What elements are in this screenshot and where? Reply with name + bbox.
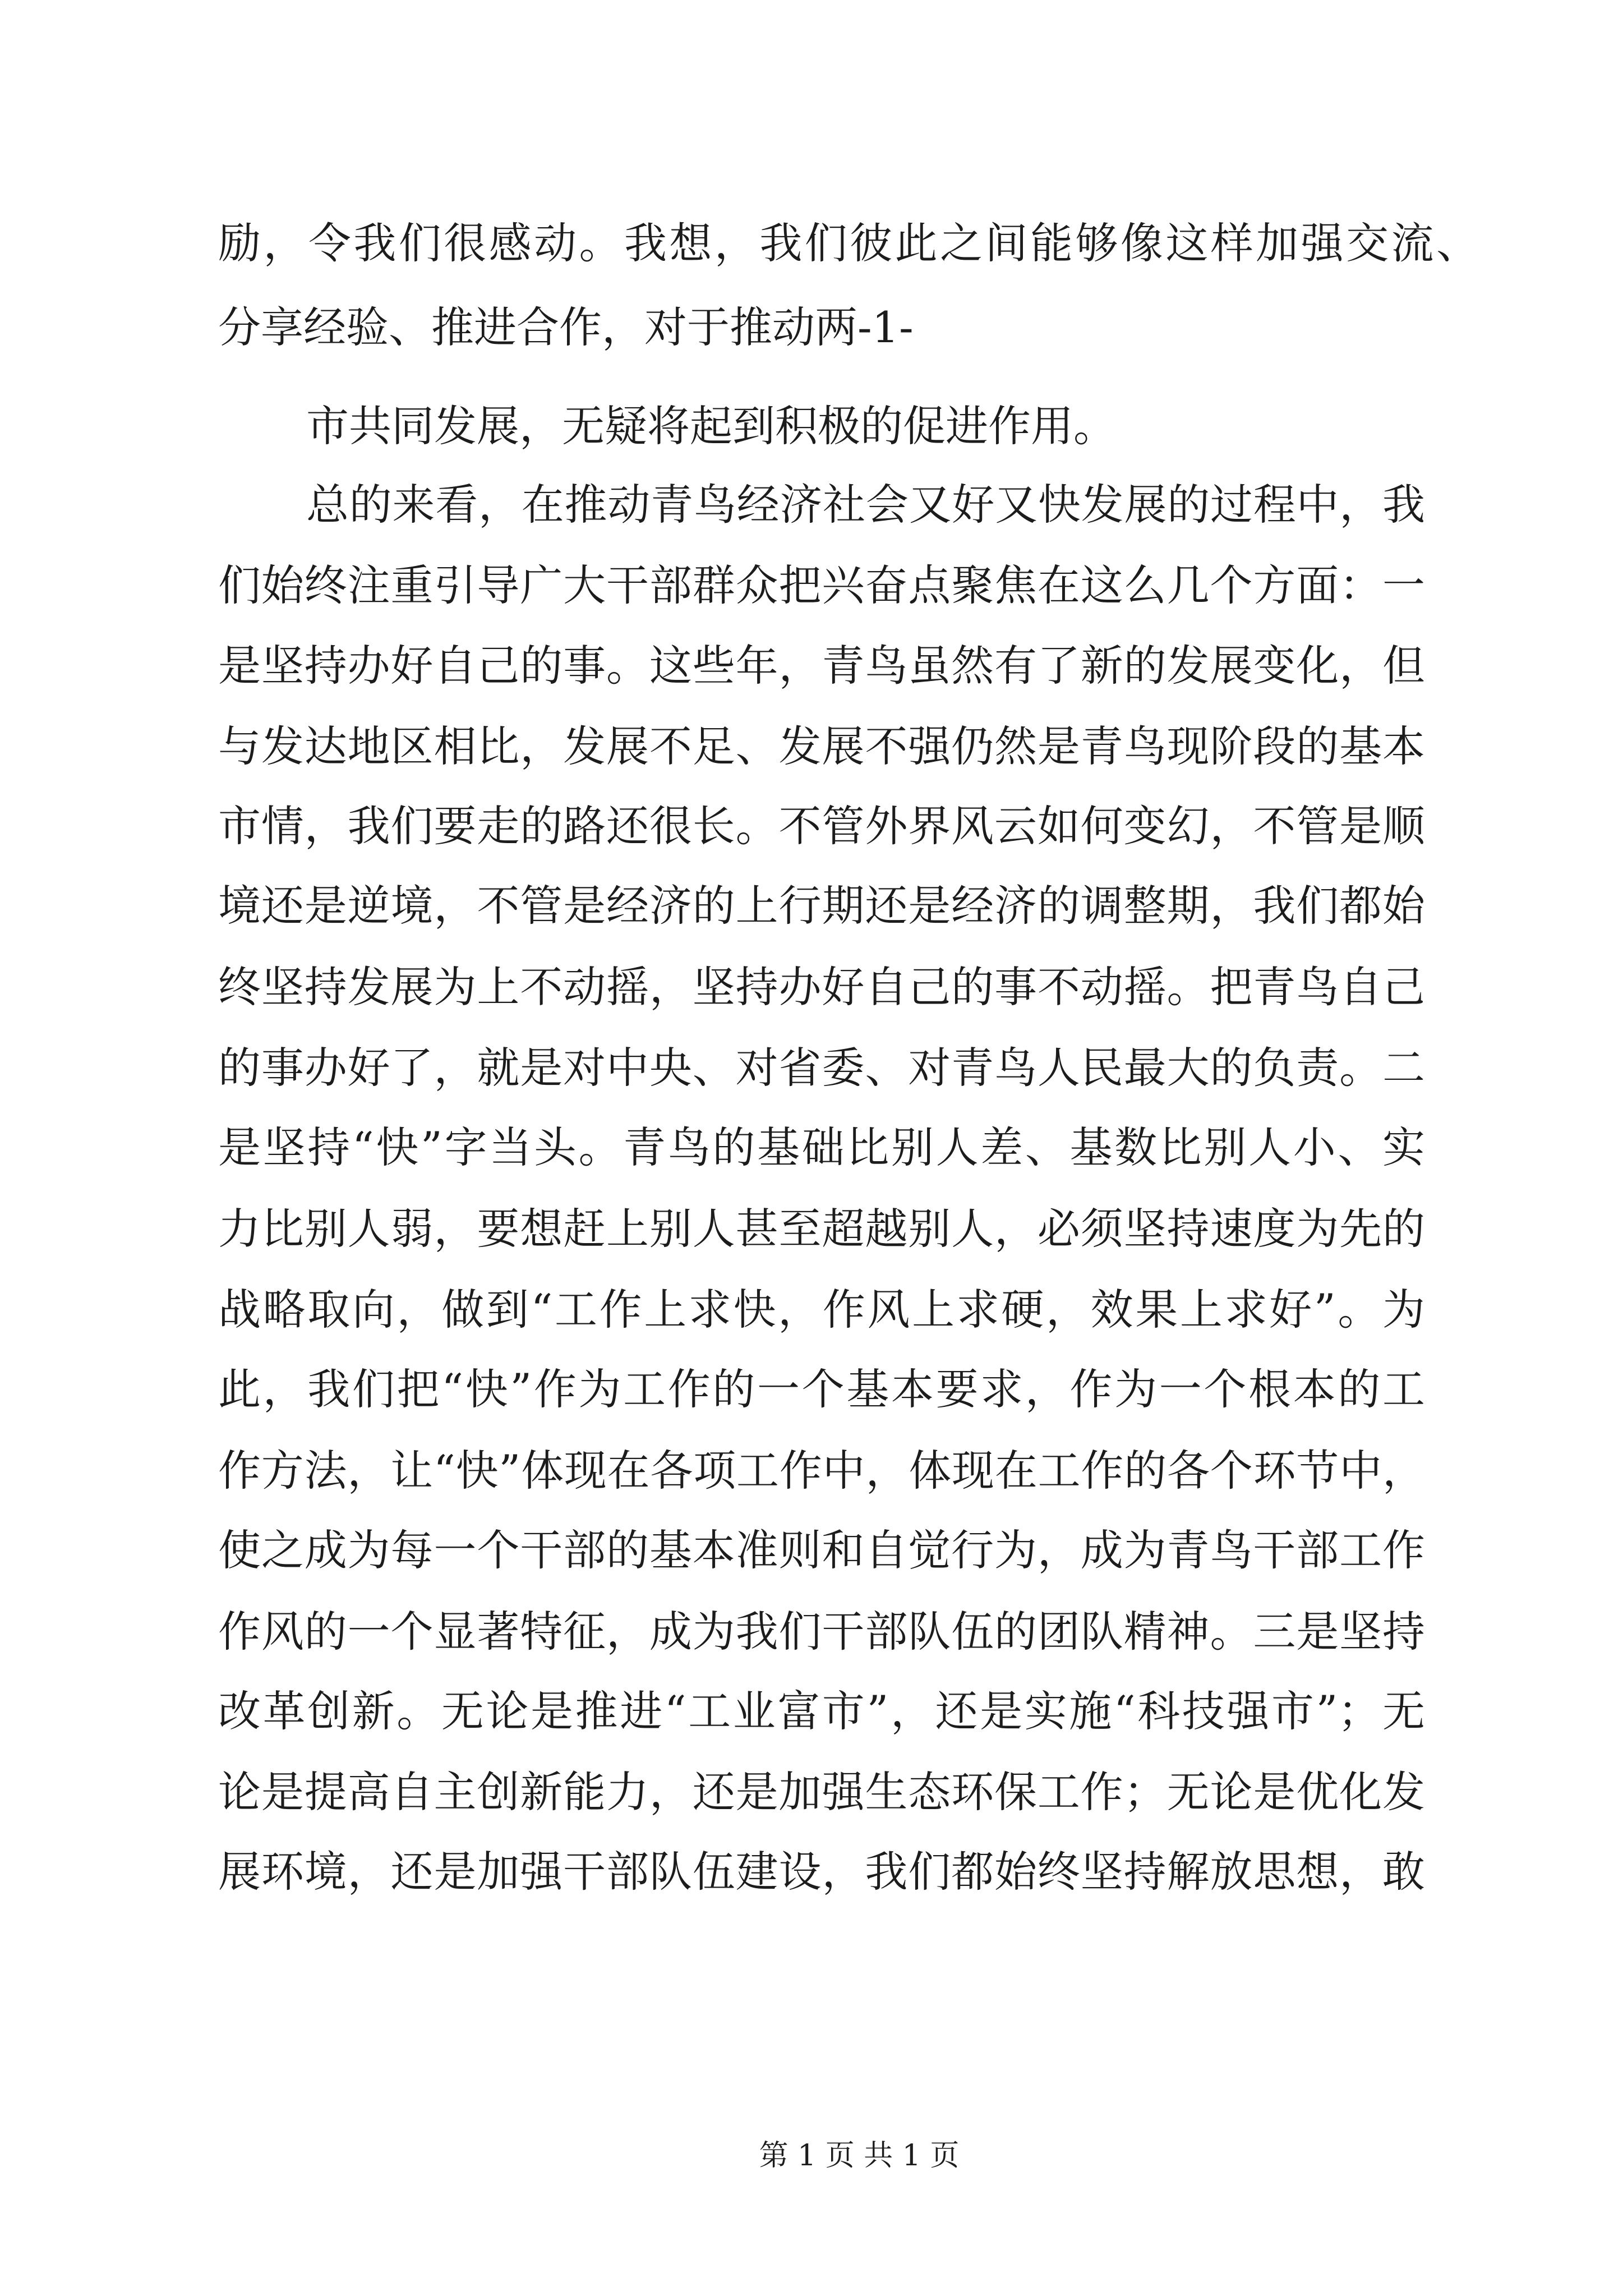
body-line: 展环境，还是加强干部队伍建设，我们都始终坚持解放思想，敢 <box>218 1847 1425 1897</box>
body-line: 的事办好了，就是对中央、对省委、对青鸟人民最大的负责。二 <box>218 1043 1425 1093</box>
body-line: 力比别人弱，要想赶上别人甚至超越别人，必须坚持速度为先的 <box>218 1204 1425 1254</box>
body-line: 使之成为每一个干部的基本准则和自觉行为，成为青鸟干部工作 <box>218 1525 1425 1575</box>
body-line: 们始终注重引导广大干部群众把兴奋点聚焦在这么几个方面：一 <box>218 560 1425 610</box>
body-line: 与发达地区相比，发展不足、发展不强仍然是青鸟现阶段的基本 <box>218 721 1425 771</box>
body-line: 励，令我们很感动。我想，我们彼此之间能够像这样加强交流、 <box>218 218 1479 268</box>
body-line: 境还是逆境，不管是经济的上行期还是经济的调整期，我们都始 <box>218 881 1425 931</box>
body-line: 市情，我们要走的路还很长。不管外界风云如何变幻，不管是顺 <box>218 801 1425 851</box>
body-line: 是坚持办好自己的事。这些年，青鸟虽然有了新的发展变化，但 <box>218 641 1425 691</box>
body-line: 市共同发展，无疑将起到积极的促进作用。 <box>306 401 1116 451</box>
body-line: 论是提高自主创新能力，还是加强生态环保工作；无论是优化发 <box>218 1767 1425 1817</box>
body-line: 此，我们把“快”作为工作的一个基本要求，作为一个根本的工 <box>218 1364 1425 1414</box>
body-line: 分享经验、推进合作，对于推动两-1- <box>218 302 914 352</box>
body-line: 战略取向，做到“工作上求快，作风上求硬，效果上求好”。为 <box>218 1285 1425 1335</box>
body-line: 改革创新。无论是推进“工业富市”，还是实施“科技强市”；无 <box>218 1686 1425 1736</box>
page-footer: 第 1 页 共 1 页 <box>759 2139 960 2173</box>
body-line: 终坚持发展为上不动摇，坚持办好自己的事不动摇。把青鸟自己 <box>218 962 1425 1012</box>
body-line: 作方法，让“快”体现在各项工作中，体现在工作的各个环节中， <box>218 1446 1425 1496</box>
body-line: 是坚持“快”字当头。青鸟的基础比别人差、基数比别人小、实 <box>218 1122 1425 1172</box>
body-line: 作风的一个显著特征，成为我们干部队伍的团队精神。三是坚持 <box>218 1607 1425 1657</box>
body-line: 总的来看，在推动青鸟经济社会又好又快发展的过程中，我 <box>306 480 1425 530</box>
